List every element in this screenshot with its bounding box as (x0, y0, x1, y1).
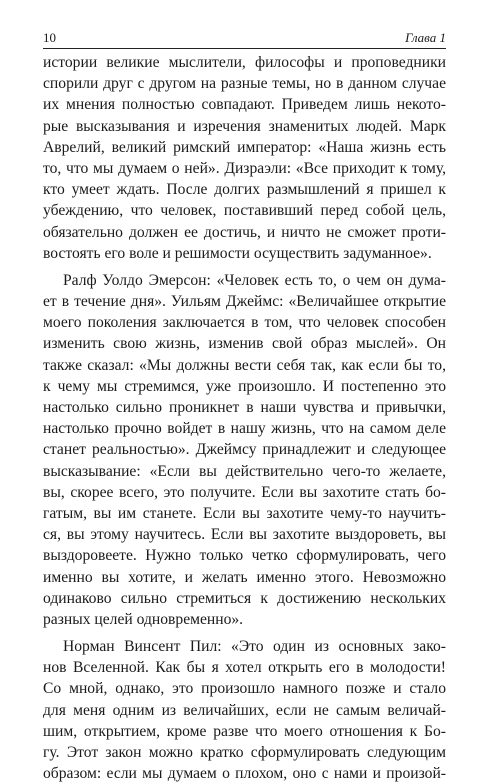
text-line: ет в течение дня». Уильям Джеймс: «Величайшее открытие (43, 293, 446, 311)
text-line: востоять его воле и решимости осуществить задуманное». (43, 244, 432, 262)
text-line: рые высказывания и изречения знаменитых людей. Марк (43, 117, 446, 135)
text-line: изменить свою жизнь, изменив свой образ мыслей». Он (43, 335, 446, 353)
text-line: разных целей одновременно». (43, 610, 244, 628)
text-line: то, что мы думаем о ней». Дизраэли: «Все приходит к тому, (43, 159, 446, 177)
paragraph-3 (43, 636, 446, 784)
text-line: именно вы хотите, и желать именно этого. Невозможно (43, 568, 446, 586)
paragraph-2 (43, 270, 446, 630)
text-line: убеждению, что человек, поставивший перед собой цель, (43, 202, 446, 220)
text-line: Со мной, однако, это произошло намного позже и стало (43, 680, 446, 698)
text-line: образом: если мы думаем о плохом, оно с нами и произой- (43, 765, 446, 783)
paragraph-1 (43, 52, 446, 264)
text-line: настолько сильно проникнет в наши чувства и привычки, (43, 399, 446, 416)
text-line: спорили друг с другом на разные темы, но в данном случае (43, 75, 446, 93)
text-line: к чему мы стремимся, уже произошло. И постепенно это (43, 377, 446, 395)
text-line: станет реальностью». Джеймсу принадлежит и следующее (43, 441, 446, 459)
text-line: истории великие мыслители, философы и проповедники (43, 54, 446, 71)
text-line: вы, скорее всего, это получите. Если вы захотите стать бо- (43, 483, 446, 501)
text-line: кто умеет ждать. После долгих размышлений я пришел к (43, 181, 446, 199)
running-head (43, 27, 446, 47)
text-line: ся, вы этому научитесь. Если вы захотите выздороветь, вы (43, 526, 446, 544)
text-line: выздоровеете. Нужно только четко сформулировать, чего (43, 547, 446, 565)
chapter-label: Глава 1 (405, 30, 446, 45)
text-line: для меня одним из величайших, если не самым величай- (43, 701, 446, 719)
header-rule (43, 48, 446, 49)
text-line: их мнения полностью совпадают. Приведем лишь некото- (43, 96, 446, 114)
text-line: Норман Винсент Пил: «Это один из основных зако- (63, 638, 446, 656)
text-line: шим, открытием, кроме разве что моего отношения к Бо- (43, 722, 446, 740)
text-line: настолько прочно войдет в нашу жизнь, что на самом деле (43, 420, 446, 438)
text-line: Аврелий, великий римский император: «Наша жизнь есть (43, 138, 446, 156)
text-line: обязательно должен ее достичь, и ничто не сможет проти- (43, 223, 446, 241)
text-line: гу. Этот закон можно кратко сформулировать следующим (43, 744, 446, 761)
text-line: одинаково сильно стремиться к достижению нескольких (43, 589, 446, 607)
page-number: 10 (43, 30, 56, 45)
text-line: моего поколения заключается в том, что человек способен (43, 314, 446, 332)
text-line: высказывание: «Если вы действительно чего-то желаете, (43, 462, 446, 480)
body-text (43, 52, 446, 784)
text-line: Ралф Уолдо Эмерсон: «Человек есть то, о чем он дума- (63, 271, 446, 289)
text-line: гатым, вы им станете. Если вы захотите чему-то научить- (43, 504, 446, 522)
text-line: нов Вселенной. Как бы я хотел открыть его в молодости! (43, 659, 446, 677)
text-line: также сказал: «Мы должны вести себя так, как если бы то, (43, 356, 446, 374)
